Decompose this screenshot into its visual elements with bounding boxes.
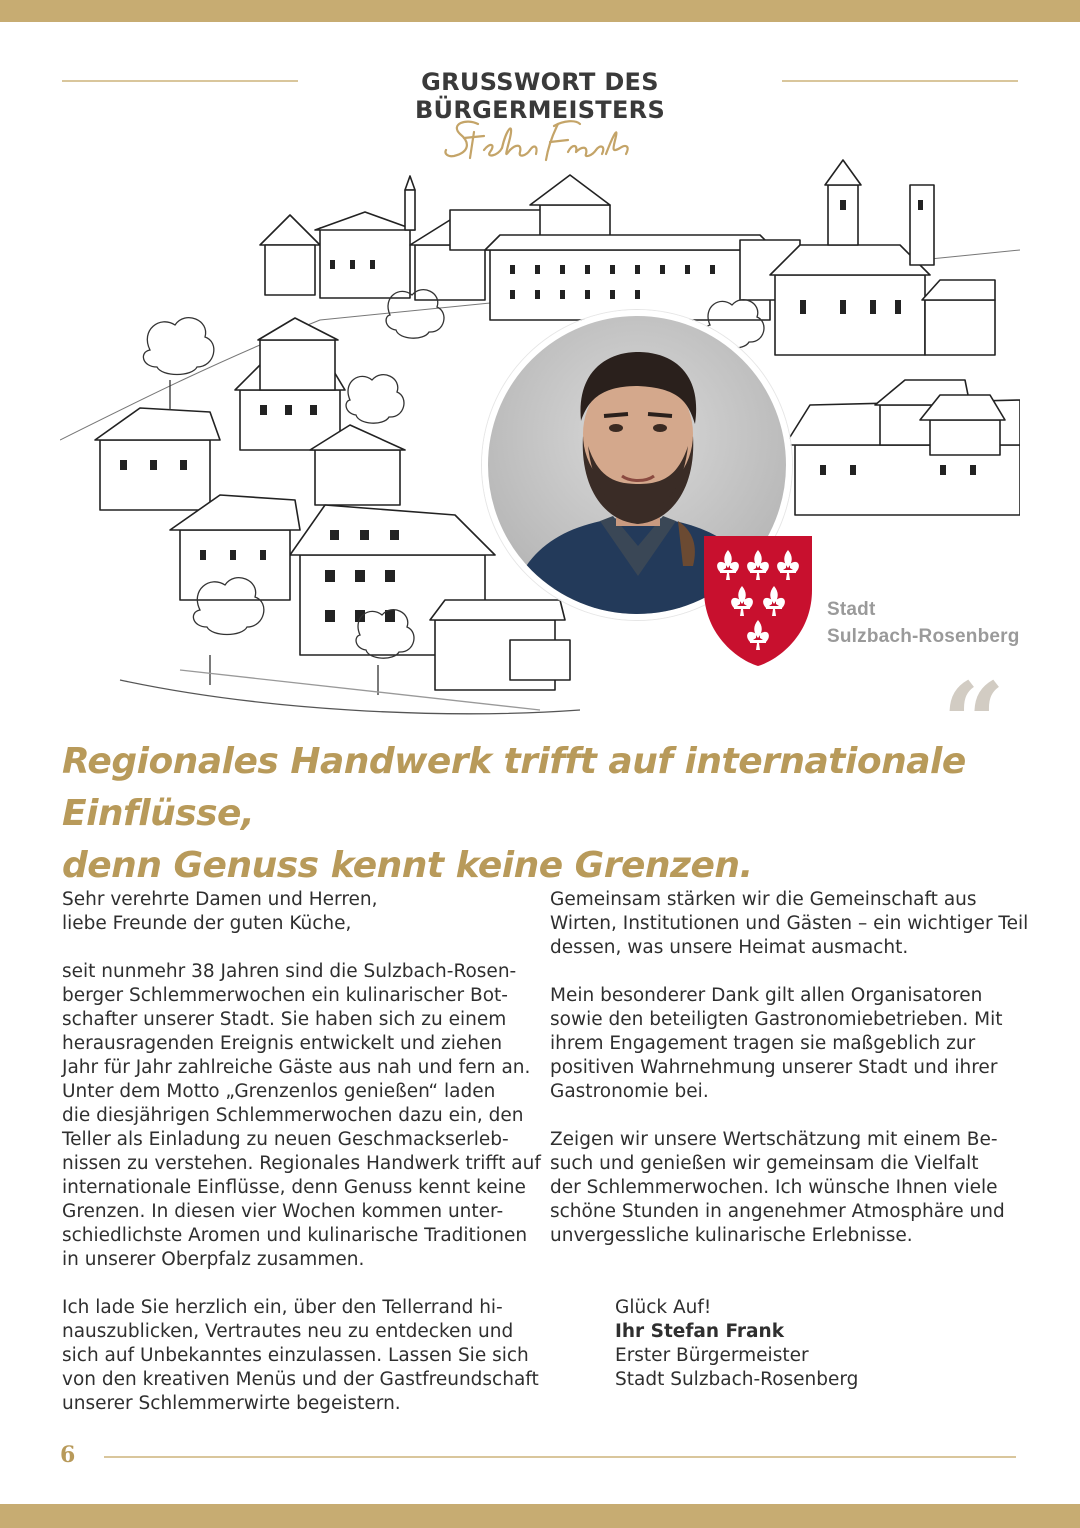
text-line: seit nunmehr 38 Jahren sind die Sulzbach-Rosen- (62, 961, 517, 982)
right-column (550, 888, 1029, 1272)
city-label (827, 596, 1020, 650)
text-line: Mein besonderer Dank gilt allen Organisatoren (550, 985, 983, 1006)
closing-salutation: Glück Auf! (615, 1297, 712, 1318)
text-line: Ich lade Sie herzlich ein, über den Tellerrand hi- (62, 1297, 503, 1318)
text-line: unvergessliche kulinarische Erlebnisse. (550, 1225, 913, 1246)
text-line: von den kreativen Menüs und der Gastfreundschaft (62, 1369, 539, 1390)
closing-signature-block (615, 1296, 858, 1392)
closing-name: Ihr Stefan Frank (615, 1321, 785, 1342)
city-label-line1: Stadt (827, 599, 876, 620)
text-line: Grenzen. In diesen vier Wochen kommen unter- (62, 1201, 504, 1222)
bottom-border-bar (0, 1504, 1080, 1528)
text-line: positiven Wahrnehmung unserer Stadt und ihrer (550, 1057, 998, 1078)
header-rule-right (782, 80, 1018, 82)
text-line: Jahr für Jahr zahlreiche Gäste aus nah und fern an. (62, 1057, 531, 1078)
header-rule-left (62, 80, 298, 82)
top-border-bar (0, 0, 1080, 22)
footer-rule (104, 1456, 1016, 1458)
page-number: 6 (60, 1442, 76, 1468)
city-label-line2: Sulzbach-Rosenberg (827, 626, 1020, 647)
text-line: Wirten, Institutionen und Gästen – ein wichtiger Teil (550, 913, 1029, 934)
text-line: unserer Schlemmerwirte begeistern. (62, 1393, 401, 1414)
text-line: Sehr verehrte Damen und Herren, (62, 889, 378, 910)
quote-mark-icon: “ (942, 658, 1006, 787)
text-line: sich auf Unbekanntes einzulassen. Lassen Sie sich (62, 1345, 529, 1366)
pull-quote (62, 736, 1022, 892)
text-line: dessen, was unsere Heimat ausmacht. (550, 937, 909, 958)
text-line: internationale Einflüsse, denn Genuss kennt keine (62, 1177, 526, 1198)
text-line: Unter dem Motto „Grenzenlos genießen“ laden (62, 1081, 496, 1102)
paragraph (550, 1128, 1020, 1248)
paragraph (62, 960, 541, 1272)
text-line: die diesjährigen Schlemmerwochen dazu ein, den (62, 1105, 524, 1126)
text-line: schöne Stunden in angenehmer Atmosphäre und (550, 1201, 1005, 1222)
text-line: ihrem Engagement tragen sie maßgeblich zur (550, 1033, 976, 1054)
closing-role: Erster Bürgermeister (615, 1345, 809, 1366)
text-line: Gastronomie bei. (550, 1081, 709, 1102)
closing-city: Stadt Sulzbach-Rosenberg (615, 1369, 859, 1390)
text-line: schiedlichste Aromen und kulinarische Traditionen (62, 1225, 528, 1246)
text-line: such und genießen wir gemeinsam die Vielfalt (550, 1153, 979, 1174)
text-line: liebe Freunde der guten Küche, (62, 913, 352, 934)
city-crest-icon (698, 530, 818, 670)
text-line: herausragenden Ereignis entwickelt und ziehen (62, 1033, 503, 1054)
left-column (62, 888, 541, 1440)
text-line: Teller als Einladung zu neuen Geschmackserleb- (62, 1129, 509, 1150)
paragraph (550, 984, 1020, 1104)
page-title: GRUSSWORT DES BÜRGERMEISTERS (414, 68, 666, 124)
text-line: in unserer Oberpfalz zusammen. (62, 1249, 365, 1270)
text-line: Gemeinsam stärken wir die Gemeinschaft aus (550, 889, 977, 910)
paragraph (62, 1296, 539, 1416)
text-line: der Schlemmerwochen. Ich wünsche Ihnen viele (550, 1177, 998, 1198)
text-line: nauszublicken, Vertrautes neu zu entdecken und (62, 1321, 514, 1342)
text-line: nissen zu verstehen. Regionales Handwerk trifft auf (62, 1153, 541, 1174)
paragraph (550, 888, 1029, 960)
text-line: berger Schlemmerwochen ein kulinarischer Bot- (62, 985, 508, 1006)
pull-quote-line1: Regionales Handwerk trifft auf internationale Einflüsse, (62, 741, 966, 834)
text-line: Zeigen wir unsere Wertschätzung mit einem Be- (550, 1129, 998, 1150)
text-line: sowie den beteiligten Gastronomiebetrieben. Mit (550, 1009, 1003, 1030)
greeting (62, 888, 532, 936)
text-line: schafter unserer Stadt. Sie haben sich zu einem (62, 1009, 507, 1030)
pull-quote-line2: denn Genuss kennt keine Grenzen. (62, 845, 753, 886)
